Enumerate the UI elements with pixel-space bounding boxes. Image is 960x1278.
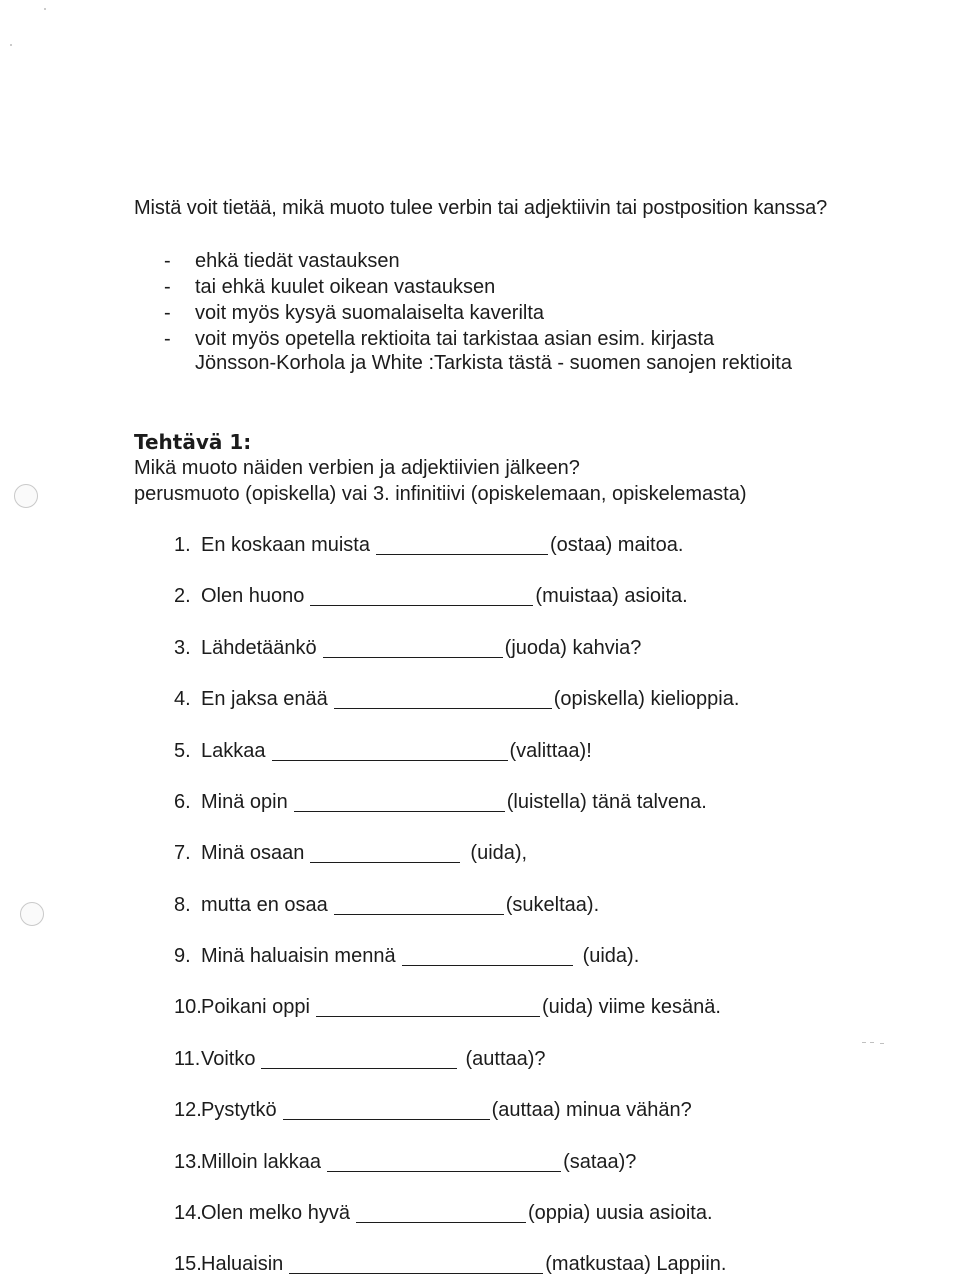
exercise-item: 4. En jaksa enää (opiskella) kielioppia. — [174, 688, 740, 710]
task-heading: Tehtävä 1: — [134, 430, 252, 454]
hint-item: - tai ehkä kuulet oikean vastauksen — [164, 276, 496, 298]
answer-blank[interactable] — [310, 585, 533, 606]
exercise-item: 15. Haluaisin (matkustaa) Lappiin. — [174, 1253, 727, 1275]
intro-question: Mistä voit tietää, mikä muoto tulee verbin tai adjektiivin tai postposition kanssa? — [134, 197, 828, 219]
exercise-item: 12. Pystytkö (auttaa) minua vähän? — [174, 1099, 692, 1121]
answer-blank[interactable] — [261, 1048, 457, 1069]
exercise-item: 6. Minä opin (luistella) tänä talvena. — [174, 791, 707, 813]
task-options: perusmuoto (opiskella) vai 3. infinitiivi (opiskelemaan, opiskelemasta) — [134, 483, 747, 505]
exercise-item: 10. Poikani oppi (uida) viime kesänä. — [174, 996, 721, 1018]
exercise-item: 5. Lakkaa (valittaa)! — [174, 740, 592, 762]
hint-item: - voit myös opetella rektioita tai tarkistaa asian esim. kirjasta — [164, 328, 715, 350]
answer-blank[interactable] — [356, 1202, 526, 1223]
hint-item: - voit myös kysyä suomalaiselta kaverilta — [164, 302, 545, 324]
answer-blank[interactable] — [283, 1099, 490, 1120]
exercise-item: 2. Olen huono (muistaa) asioita. — [174, 585, 688, 607]
exercise-item: 13. Milloin lakkaa (sataa)? — [174, 1151, 637, 1173]
answer-blank[interactable] — [334, 688, 552, 709]
hint-continuation: Jönsson-Korhola ja White :Tarkista tästä - suomen sanojen rektioita — [195, 352, 792, 374]
exercise-item: 9. Minä haluaisin mennä (uida). — [174, 945, 640, 967]
exercise-item: 14. Olen melko hyvä (oppia) uusia asioita. — [174, 1202, 713, 1224]
task-question: Mikä muoto näiden verbien ja adjektiivien jälkeen? — [134, 457, 580, 479]
answer-blank[interactable] — [316, 996, 540, 1017]
answer-blank[interactable] — [376, 534, 548, 555]
answer-blank[interactable] — [310, 842, 460, 863]
answer-blank[interactable] — [334, 894, 504, 915]
answer-blank[interactable] — [327, 1151, 561, 1172]
answer-blank[interactable] — [289, 1253, 543, 1274]
exercise-item: 8. mutta en osaa (sukeltaa). — [174, 894, 600, 916]
answer-blank[interactable] — [402, 945, 573, 966]
exercise-item: 7. Minä osaan (uida), — [174, 842, 528, 864]
answer-blank[interactable] — [294, 791, 505, 812]
answer-blank[interactable] — [272, 740, 508, 761]
exercise-item: 3. Lähdetäänkö (juoda) kahvia? — [174, 637, 642, 659]
hint-item: - ehkä tiedät vastauksen — [164, 250, 400, 272]
answer-blank[interactable] — [323, 637, 503, 658]
exercise-item: 11. Voitko (auttaa)? — [174, 1048, 546, 1070]
exercise-item: 1. En koskaan muista (ostaa) maitoa. — [174, 534, 684, 556]
